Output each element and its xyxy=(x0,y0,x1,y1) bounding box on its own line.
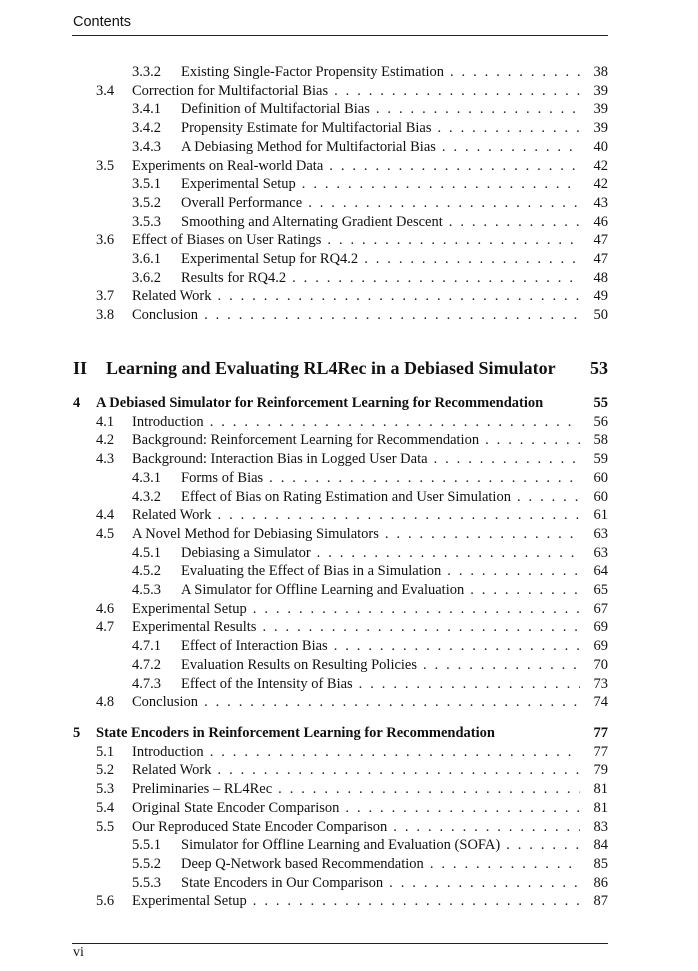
dot-leader xyxy=(442,138,580,157)
toc-entry-page: 39 xyxy=(593,101,608,118)
toc-entry-title: Effect of Biases on User Ratings xyxy=(132,231,327,250)
dot-leader xyxy=(485,431,580,450)
toc-entry-page: 86 xyxy=(593,874,608,891)
part-page: 53 xyxy=(590,358,608,378)
toc-entry-title: Experimental Setup xyxy=(181,175,302,194)
toc-entry-page: 47 xyxy=(593,251,608,267)
dot-leader xyxy=(218,506,580,525)
toc-entry-title: Conclusion xyxy=(132,306,204,325)
toc-entry-title: Introduction xyxy=(132,413,210,432)
dot-leader xyxy=(423,656,580,675)
toc-entry-page: 60 xyxy=(593,488,608,505)
toc-entry-page: 83 xyxy=(593,818,608,835)
toc-entry-title: Related Work xyxy=(132,761,218,780)
toc-entry-number: 4.6 xyxy=(96,600,115,617)
dot-leader xyxy=(327,231,580,250)
toc-entry-number: 3.5.1 xyxy=(132,176,161,193)
toc-entry-title: Experiments on Real-world Data xyxy=(132,157,329,176)
toc-entry-number: 5.5.2 xyxy=(132,855,161,872)
toc-entry-number: 4.4 xyxy=(96,507,115,524)
toc-entry-title: Conclusion xyxy=(132,693,204,712)
toc-entry[interactable] xyxy=(96,780,608,799)
toc-entry-title: Effect of Bias on Rating Estimation and User Simulation xyxy=(181,488,517,507)
toc-entry[interactable] xyxy=(96,82,608,101)
page-folio: vi xyxy=(73,945,84,960)
toc-entry-title: Experimental Setup xyxy=(132,600,253,619)
toc-entry-number: 4.7 xyxy=(96,619,115,636)
dot-leader xyxy=(385,525,580,544)
toc-entry-page: 46 xyxy=(593,213,608,230)
toc-entry[interactable] xyxy=(132,581,608,600)
toc-entry-page: 47 xyxy=(593,232,608,249)
toc-entry-number: 3.4.3 xyxy=(132,138,161,155)
dot-leader xyxy=(308,194,580,213)
toc-entry[interactable] xyxy=(96,743,608,762)
dot-leader xyxy=(329,157,580,176)
toc-entry-page: 43 xyxy=(593,194,608,211)
toc-entry[interactable] xyxy=(132,100,608,119)
dot-leader xyxy=(449,213,580,232)
toc-entry-number: 4.7.2 xyxy=(132,656,161,673)
toc-entry-page: 77 xyxy=(593,743,608,760)
dot-leader xyxy=(437,119,580,138)
toc-entry[interactable] xyxy=(132,63,608,82)
toc-entry-page: 63 xyxy=(593,544,608,561)
dot-leader xyxy=(218,761,580,780)
toc-entry-page: 84 xyxy=(593,837,608,854)
toc-entry-number: 3.4.2 xyxy=(132,120,161,137)
toc-entry-page: 67 xyxy=(593,600,608,617)
toc-entry-number: 3.4.1 xyxy=(132,101,161,118)
toc-entry[interactable] xyxy=(132,562,608,581)
toc-entry-title: Background: Interaction Bias in Logged User Data xyxy=(132,450,434,469)
dot-leader xyxy=(317,544,580,563)
toc-entry-number: 5.5 xyxy=(96,818,115,835)
toc-entry-number: 4.5.3 xyxy=(132,582,161,598)
toc-entry-title: Results for RQ4.2 xyxy=(181,269,292,288)
toc-entry[interactable] xyxy=(96,231,608,250)
header-rule xyxy=(72,35,608,36)
toc-entry-page: 63 xyxy=(593,525,608,542)
toc-entry[interactable] xyxy=(96,818,608,837)
toc-entry-number: 4 xyxy=(73,395,81,411)
toc-entry-page: 87 xyxy=(593,893,608,910)
toc-entry[interactable] xyxy=(132,119,608,138)
toc-entry-number: 3.6.1 xyxy=(132,251,161,267)
toc-entry-number: 3.8 xyxy=(96,307,115,324)
toc-entry[interactable] xyxy=(96,431,608,450)
toc-entry[interactable] xyxy=(132,637,608,656)
dot-leader xyxy=(430,855,580,874)
dot-leader xyxy=(204,306,580,325)
dot-leader xyxy=(262,618,580,637)
toc-entry-page: 85 xyxy=(593,855,608,872)
toc-entry-number: 3.5 xyxy=(96,157,115,174)
toc-entry[interactable] xyxy=(132,269,608,288)
toc-entry-title: Evaluating the Effect of Bias in a Simulation xyxy=(181,562,447,581)
toc-entry[interactable] xyxy=(96,618,608,637)
dot-leader xyxy=(434,450,580,469)
toc-entry-number: 3.7 xyxy=(96,288,115,305)
toc-entry-page: 81 xyxy=(593,799,608,816)
toc-entry-title: A Debiasing Method for Multifactorial Bias xyxy=(181,138,442,157)
toc-entry-title: Debiasing a Simulator xyxy=(181,544,317,563)
footer-rule xyxy=(72,943,608,944)
dot-leader xyxy=(204,693,580,712)
dot-leader xyxy=(269,469,580,488)
toc-entry-number: 5.6 xyxy=(96,893,115,910)
toc-entry-page: 42 xyxy=(593,176,608,193)
toc-entry[interactable] xyxy=(96,799,608,818)
toc-entry-title: Preliminaries – RL4Rec xyxy=(132,780,278,799)
toc-entry-title: A Simulator for Offline Learning and Evaluation xyxy=(181,581,470,600)
dot-leader xyxy=(470,581,580,600)
toc-entry-page: 55 xyxy=(593,395,608,411)
toc-entry-page: 74 xyxy=(593,694,608,711)
toc-entry-page: 42 xyxy=(593,157,608,174)
toc-entry[interactable] xyxy=(96,600,608,619)
toc-entry-title: Original State Encoder Comparison xyxy=(132,799,345,818)
toc-entry-number: 4.8 xyxy=(96,694,115,711)
dot-leader xyxy=(292,269,580,288)
toc-entry[interactable] xyxy=(132,469,608,488)
dot-leader xyxy=(253,892,580,911)
toc-entry-title: Effect of the Intensity of Bias xyxy=(181,675,359,694)
toc-entry-number: 5.2 xyxy=(96,762,115,779)
toc-entry-page: 56 xyxy=(593,413,608,430)
toc-entry-number: 5.1 xyxy=(96,743,115,760)
toc-entry-number: 5.4 xyxy=(96,799,115,816)
toc-entry-number: 3.6.2 xyxy=(132,269,161,286)
toc-entry-title: Related Work xyxy=(132,287,218,306)
toc-entry-page: 77 xyxy=(593,725,608,741)
toc-entry-number: 5 xyxy=(73,725,81,741)
toc-entry-title: Definition of Multifactorial Bias xyxy=(181,100,376,119)
dot-leader xyxy=(359,675,580,694)
toc-entry[interactable] xyxy=(96,287,608,306)
toc-entry-title: Existing Single-Factor Propensity Estimation xyxy=(181,63,450,82)
dot-leader xyxy=(506,836,580,855)
toc-entry[interactable] xyxy=(132,250,608,269)
toc-entry-number: 4.5.2 xyxy=(132,563,161,580)
part-number: II xyxy=(73,358,88,378)
toc-entry-number: 3.4 xyxy=(96,82,115,99)
toc-entry-page: 50 xyxy=(593,307,608,324)
toc-entry-page: 38 xyxy=(593,64,608,80)
dot-leader xyxy=(376,100,580,119)
toc-entry-number: 4.1 xyxy=(96,413,115,430)
part-title: Learning and Evaluating RL4Rec in a Debiased Simulator xyxy=(106,358,556,378)
dot-leader xyxy=(253,600,580,619)
toc-entry-page: 65 xyxy=(593,582,608,598)
toc-entry[interactable] xyxy=(96,525,608,544)
toc-entry-number: 4.5 xyxy=(96,525,115,542)
toc-entry[interactable] xyxy=(132,656,608,675)
toc-entry-page: 79 xyxy=(593,762,608,779)
toc-entry-page: 81 xyxy=(593,781,608,798)
toc-entry[interactable] xyxy=(96,413,608,432)
toc-entry[interactable] xyxy=(132,855,608,874)
toc-entry-page: 48 xyxy=(593,269,608,286)
dot-leader xyxy=(447,562,580,581)
toc-entry[interactable] xyxy=(132,213,608,232)
dot-leader xyxy=(364,250,580,269)
toc-entry-title: Our Reproduced State Encoder Comparison xyxy=(132,818,393,837)
toc-entry-title: Experimental Setup for RQ4.2 xyxy=(181,250,364,269)
toc-entry[interactable] xyxy=(96,506,608,525)
toc-entry-title: A Novel Method for Debiasing Simulators xyxy=(132,525,385,544)
toc-entry-title: Related Work xyxy=(132,506,218,525)
toc-entry-page: 39 xyxy=(593,82,608,99)
toc-entry-number: 5.3 xyxy=(96,781,115,798)
toc-entry-number: 3.6 xyxy=(96,232,115,249)
toc-entry-title: Experimental Setup xyxy=(132,892,253,911)
dot-leader xyxy=(218,287,580,306)
dot-leader xyxy=(334,637,580,656)
toc-entry-page: 39 xyxy=(593,120,608,137)
toc-entry-number: 3.5.2 xyxy=(132,194,161,211)
toc-entry-page: 69 xyxy=(593,619,608,636)
toc-entry-title: Simulator for Offline Learning and Evaluation (SOFA) xyxy=(181,836,506,855)
dot-leader xyxy=(517,488,580,507)
dot-leader xyxy=(334,82,580,101)
toc-entry-number: 3.5.3 xyxy=(132,213,161,230)
toc-entry[interactable] xyxy=(132,175,608,194)
toc-entry[interactable] xyxy=(132,194,608,213)
dot-leader xyxy=(210,413,580,432)
dot-leader xyxy=(345,799,580,818)
toc-entry[interactable] xyxy=(132,874,608,893)
toc-entry-number: 4.7.1 xyxy=(132,638,161,655)
toc-entry-number: 4.2 xyxy=(96,432,115,449)
toc-entry-title: A Debiased Simulator for Reinforcement Learning for Recommendation xyxy=(96,394,549,413)
toc-entry-page: 61 xyxy=(593,507,608,524)
toc-entry-title: Experimental Results xyxy=(132,618,262,637)
dot-leader xyxy=(210,743,580,762)
toc-entry-page: 58 xyxy=(593,432,608,449)
toc-entry[interactable] xyxy=(96,306,608,325)
toc-entry-title: Smoothing and Alternating Gradient Descent xyxy=(181,213,449,232)
toc-entry[interactable] xyxy=(96,450,608,469)
toc-entry-title: Background: Reinforcement Learning for Recommendation xyxy=(132,431,485,450)
toc-entry-page: 64 xyxy=(593,563,608,580)
dot-leader xyxy=(302,175,580,194)
toc-entry-title: Deep Q-Network based Recommendation xyxy=(181,855,430,874)
running-head: Contents xyxy=(73,14,132,30)
toc-entry-number: 5.5.1 xyxy=(132,837,161,854)
toc-entry-title: Forms of Bias xyxy=(181,469,269,488)
toc-entry-page: 60 xyxy=(593,469,608,486)
toc-entry-number: 3.3.2 xyxy=(132,64,161,80)
toc-entry-page: 69 xyxy=(593,638,608,655)
toc-entry-title: Introduction xyxy=(132,743,210,762)
toc-entry-number: 4.7.3 xyxy=(132,675,161,692)
toc-entry[interactable] xyxy=(132,836,608,855)
toc-entry-number: 4.3.1 xyxy=(132,469,161,486)
dot-leader xyxy=(278,780,580,799)
toc-entry[interactable] xyxy=(132,488,608,507)
toc-entry-title: State Encoders in Reinforcement Learning for Recommendation xyxy=(96,724,501,743)
toc-entry-number: 5.5.3 xyxy=(132,874,161,891)
toc-entry-number: 4.5.1 xyxy=(132,544,161,561)
toc-entry-page: 40 xyxy=(593,138,608,155)
toc-entry-number: 4.3 xyxy=(96,451,115,468)
toc-entry-title: State Encoders in Our Comparison xyxy=(181,874,389,893)
dot-leader xyxy=(450,63,580,82)
toc-entry[interactable] xyxy=(96,693,608,712)
toc-entry-page: 73 xyxy=(593,675,608,692)
toc-entry[interactable] xyxy=(96,157,608,176)
toc-entry-page: 59 xyxy=(593,451,608,468)
toc-entry[interactable] xyxy=(132,675,608,694)
toc-entry-page: 70 xyxy=(593,656,608,673)
part-heading[interactable] xyxy=(73,356,608,380)
toc-entry-title: Correction for Multifactorial Bias xyxy=(132,82,334,101)
toc-entry[interactable] xyxy=(96,761,608,780)
toc-entry-title: Effect of Interaction Bias xyxy=(181,637,334,656)
toc-entry-title: Evaluation Results on Resulting Policies xyxy=(181,656,423,675)
toc-entry-number: 4.3.2 xyxy=(132,488,161,505)
toc-entry-title: Propensity Estimate for Multifactorial Bias xyxy=(181,119,437,138)
toc-entry-title: Overall Performance xyxy=(181,194,308,213)
toc-entry[interactable] xyxy=(96,892,608,911)
toc-entry[interactable] xyxy=(132,544,608,563)
dot-leader xyxy=(393,818,580,837)
toc-chapter-entry[interactable] xyxy=(73,724,608,743)
toc-entry[interactable] xyxy=(132,138,608,157)
toc-chapter-entry[interactable] xyxy=(73,394,608,413)
toc-entry-page: 49 xyxy=(593,288,608,305)
dot-leader xyxy=(389,874,580,893)
